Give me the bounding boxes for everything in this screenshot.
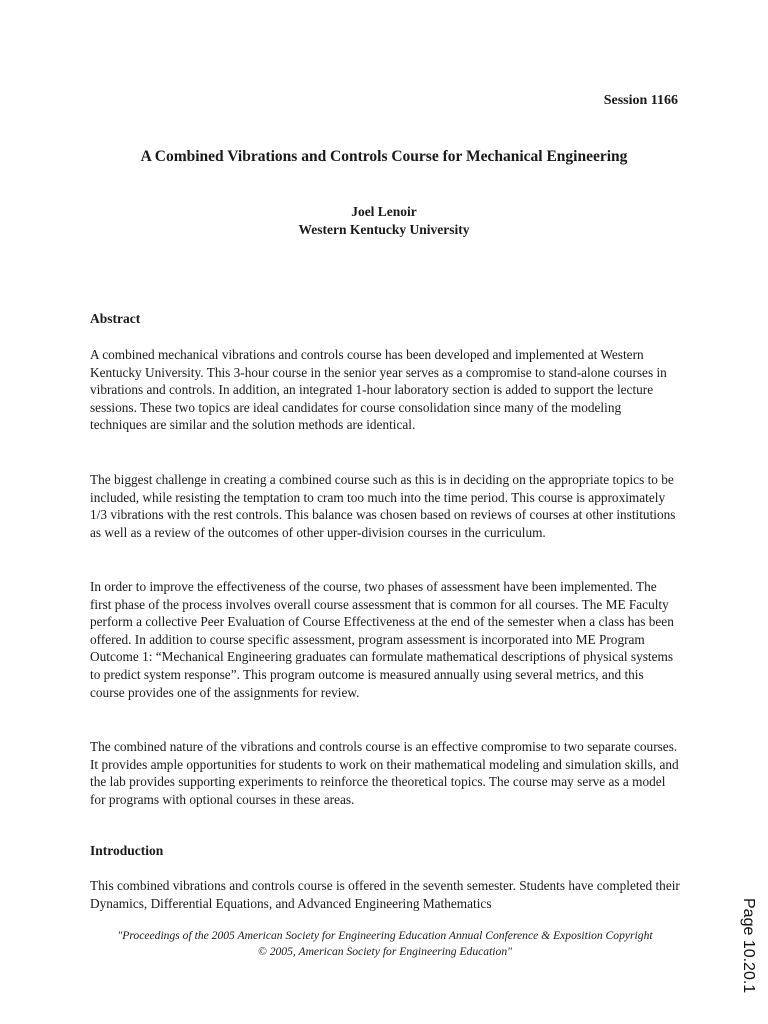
paper-title: A Combined Vibrations and Controls Course for Mechanical Engineering	[140, 148, 628, 165]
page-number-text: Page 10.20.1	[740, 898, 757, 994]
session-number: Session 1166	[603, 93, 678, 108]
abstract-heading: Abstract	[90, 311, 141, 326]
author-affiliation: Western Kentucky University	[298, 222, 470, 237]
footer-line-1: "Proceedings of the 2005 American Society for Engineering Education Annual Conference & Exposition Copyright	[117, 929, 653, 942]
abstract-paragraph: The biggest challenge in creating a combined course such as this is in deciding on the appropriate topics to be included, while resisting the temptation to cram too much into the time period. This course is approximately 1/3 vibrations with the rest controls. This balance was chosen based on reviews of courses at other institutions as well as a review of the outcomes of other upper-division courses in the curriculum.	[90, 472, 676, 540]
introduction-paragraph: This combined vibrations and controls course is offered in the seventh semester. Students have completed their Dynamics, Differential Equations, and Advanced Engineering Mathematics	[90, 878, 680, 911]
footer-line-2: © 2005, American Society for Engineering Education"	[258, 945, 512, 958]
page-number-stamp	[729, 898, 768, 994]
abstract-paragraph: In order to improve the effectiveness of the course, two phases of assessment have been implemented. The first phase of the process involves overall course assessment that is common for all courses. The ME Faculty perform a collective Peer Evaluation of Course Effectiveness at the end of the semester when a class has been offered. In addition to course specific assessment, program assessment is incorporated into ME Program Outcome 1: “Mechanical Engineering graduates can formulate mathematical descriptions of physical systems to predict system response”. This program outcome is measured annually using several metrics, and this course provides one of the assignments for review.	[90, 579, 674, 700]
introduction-heading: Introduction	[90, 843, 164, 858]
author-name: Joel Lenoir	[351, 204, 417, 219]
abstract-paragraph: The combined nature of the vibrations and controls course is an effective compromise to two separate courses. It provides ample opportunities for students to work on their mathematical modeling and simulation skills, and the lab provides supporting experiments to reinforce the theoretical topics. The course may serve as a model for programs with optional courses in these areas.	[90, 739, 679, 807]
abstract-paragraph: A combined mechanical vibrations and controls course has been developed and implemented at Western Kentucky University. This 3-hour course in the senior year serves as a compromise to stand-alone courses in vibrations and controls. In addition, an integrated 1-hour laboratory section is added to support the lecture sessions. These two topics are ideal candidates for course consolidation since many of the modeling techniques are similar and the solution methods are identical.	[90, 347, 667, 433]
proceedings-footer	[80, 928, 690, 960]
